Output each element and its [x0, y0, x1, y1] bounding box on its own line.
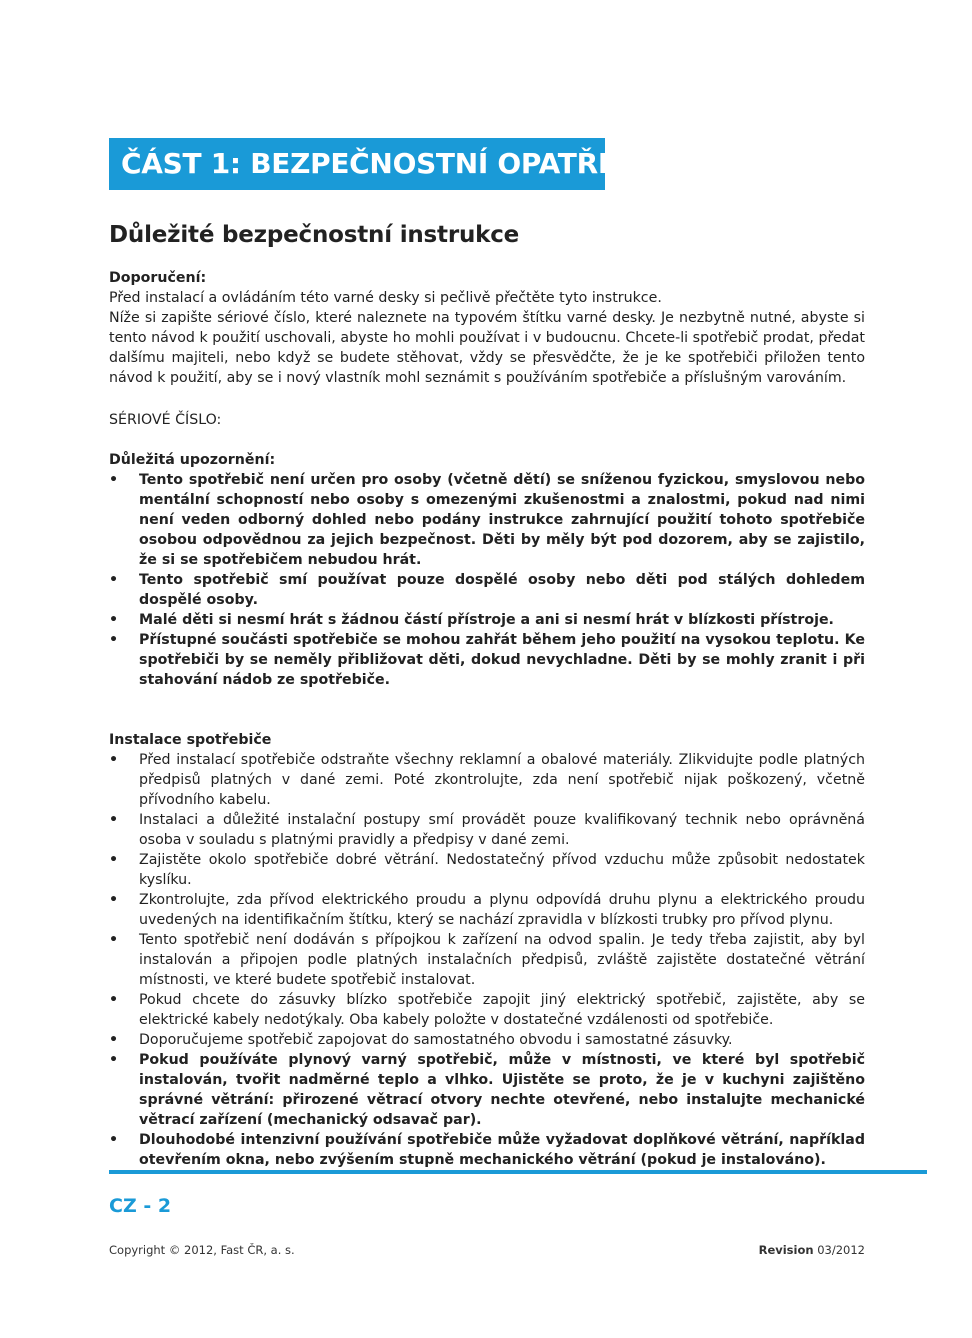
bullet-icon: •: [109, 1132, 119, 1148]
warning-text: Malé děti si nesmí hrát s žádnou částí přístroje a ani si nesmí hrát v blízkosti přístroje.: [139, 612, 834, 628]
serial-number-label: SÉRIOVÉ ČÍSLO:: [109, 412, 222, 428]
installation-text: Zkontrolujte, zda přívod elektrického proudu a plynu odpovídá druhu plynu a elektrického proudu uvedených na identifikačním štítku, který se nachází zpravidla v blízkosti trubky pro přívod plynu.: [139, 892, 865, 928]
installation-text: Instalaci a důležité instalační postupy smí provádět pouze kvalifikovaný technik nebo oprávněná osoba v souladu s platnými pravidly a předpisy v dané zemi.: [139, 812, 865, 848]
list-item: [109, 810, 865, 850]
list-item: [109, 1050, 865, 1130]
bullet-icon: •: [109, 892, 119, 908]
main-content: [109, 222, 865, 1170]
installation-list: [109, 750, 865, 1170]
list-item: [109, 610, 865, 630]
spacer: [109, 690, 865, 730]
installation-text: Pokud používáte plynový varný spotřebič, může v místnosti, ve které byl spotřebič instalován, tvořit nadměrné teplo a vlhko. Ujistěte se proto, že je v kuchyni zajištěno správné větrání: přirozené větrací otvory nechte otevřené, nebo instalujte mechanické větrací zařízení (mechanický odsavač par).: [139, 1052, 865, 1128]
bullet-icon: •: [109, 1032, 119, 1048]
bullet-icon: •: [109, 812, 119, 828]
bullet-icon: •: [109, 1052, 119, 1068]
installation-text: Dlouhodobé intenzivní používání spotřebiče může vyžadovat doplňkové větrání, například otevřením okna, nebo zvýšením stupně mechanického větrání (pokud je instalováno).: [139, 1132, 865, 1168]
bullet-icon: •: [109, 612, 119, 628]
recommendation-line: Před instalací a ovládáním této varné desky si pečlivě přečtěte tyto instrukce.: [109, 290, 662, 306]
bullet-icon: •: [109, 472, 119, 488]
list-item: [109, 890, 865, 930]
list-item: [109, 1030, 865, 1050]
installation-text: Pokud chcete do zásuvky blízko spotřebiče zapojit jiný elektrický spotřebič, zajistěte, aby se elektrické kabely nedotýkaly. Oba kabely položte v dostatečné vzdálenosti od spotřebiče.: [139, 992, 865, 1028]
bullet-icon: •: [109, 752, 119, 768]
installation-text: Tento spotřebič není dodáván s přípojkou k zařízení na odvod spalin. Je tedy třeba zajistit, aby byl instalován a připojen podle platných instalačních předpisů, zvláště zajistěte dostatečné větrání místnosti, ve které budete spotřebič instalovat.: [139, 932, 865, 988]
section-title-banner: ČÁST 1: BEZPEČNOSTNÍ OPATŘENÍ: [109, 138, 605, 190]
bullet-icon: •: [109, 572, 119, 588]
revision-label: Revision: [758, 1243, 814, 1257]
recommendation-paragraph: Níže si zapište sériové číslo, které naleznete na typovém štítku varné desky. Je nezbytně nutné, abyste si tento návod k použití uschovali, abyste ho mohli používat i v budoucnu. Chcete-li spotřebič prodat, předat dalšímu majiteli, nebo když se budete stěhovat, vždy se přesvědčte, že je ke spotřebiči přiložen tento návod k použití, aby se i nový vlastník mohl seznámit s používáním spotřebiče a příslušným varováním.: [109, 310, 865, 386]
revision-value: 03/2012: [817, 1243, 865, 1257]
recommendation-label: Doporučení:: [109, 270, 207, 286]
list-item: [109, 850, 865, 890]
footer-divider: [109, 1170, 927, 1174]
warnings-label: Důležitá upozornění:: [109, 452, 276, 468]
list-item: [109, 570, 865, 610]
warning-text: Tento spotřebič není určen pro osoby (včetně dětí) se sníženou fyzickou, smyslovou nebo mentální schopností nebo osoby s omezenými zkušenostmi a znalostmi, pokud nad nimi není veden odborný dohled nebo podány instrukce zahrnující použití tohoto spotřebiče osobou odpovědnou za jejich bezpečnost. Děti by měly být pod dozorem, aby se zajistilo, že si se spotřebičem nebudou hrát.: [139, 472, 865, 568]
installation-text: Doporučujeme spotřebič zapojovat do samostatného obvodu i samostatné zásuvky.: [139, 1032, 733, 1048]
list-item: [109, 990, 865, 1030]
warning-text: Tento spotřebič smí používat pouze dospělé osoby nebo děti pod stálých dohledem dospělé osoby.: [139, 572, 865, 608]
revision-info: [759, 1243, 865, 1257]
copyright-text: Copyright © 2012, Fast ČR, a. s.: [109, 1243, 295, 1257]
list-item: [109, 1130, 865, 1170]
bullet-icon: •: [109, 632, 119, 648]
installation-text: Před instalací spotřebiče odstraňte všechny reklamní a obalové materiály. Zlikvidujte podle platných předpisů platných v dané zemi. Poté zkontrolujte, zda není spotřebič nijak poškozený, včetně přívodního kabelu.: [139, 752, 865, 808]
installation-text: Zajistěte okolo spotřebiče dobré větrání. Nedostatečný přívod vzduchu může způsobit nedostatek kyslíku.: [139, 852, 865, 888]
installation-label: Instalace spotřebiče: [109, 732, 272, 748]
list-item: [109, 470, 865, 570]
list-item: [109, 750, 865, 810]
list-item: [109, 630, 865, 690]
warnings-list: [109, 470, 865, 690]
page-number: CZ - 2: [109, 1195, 172, 1217]
bullet-icon: •: [109, 852, 119, 868]
bullet-icon: •: [109, 932, 119, 948]
bullet-icon: •: [109, 992, 119, 1008]
warning-text: Přístupné součásti spotřebiče se mohou zahřát během jeho použití na vysokou teplotu. Ke spotřebiči by se neměly přibližovat děti, dokud nevychladne. Děti by se mohly zranit i při stahování nádob ze spotřebiče.: [139, 632, 865, 688]
list-item: [109, 930, 865, 990]
page-heading: Důležité bezpečnostní instrukce: [109, 222, 520, 248]
